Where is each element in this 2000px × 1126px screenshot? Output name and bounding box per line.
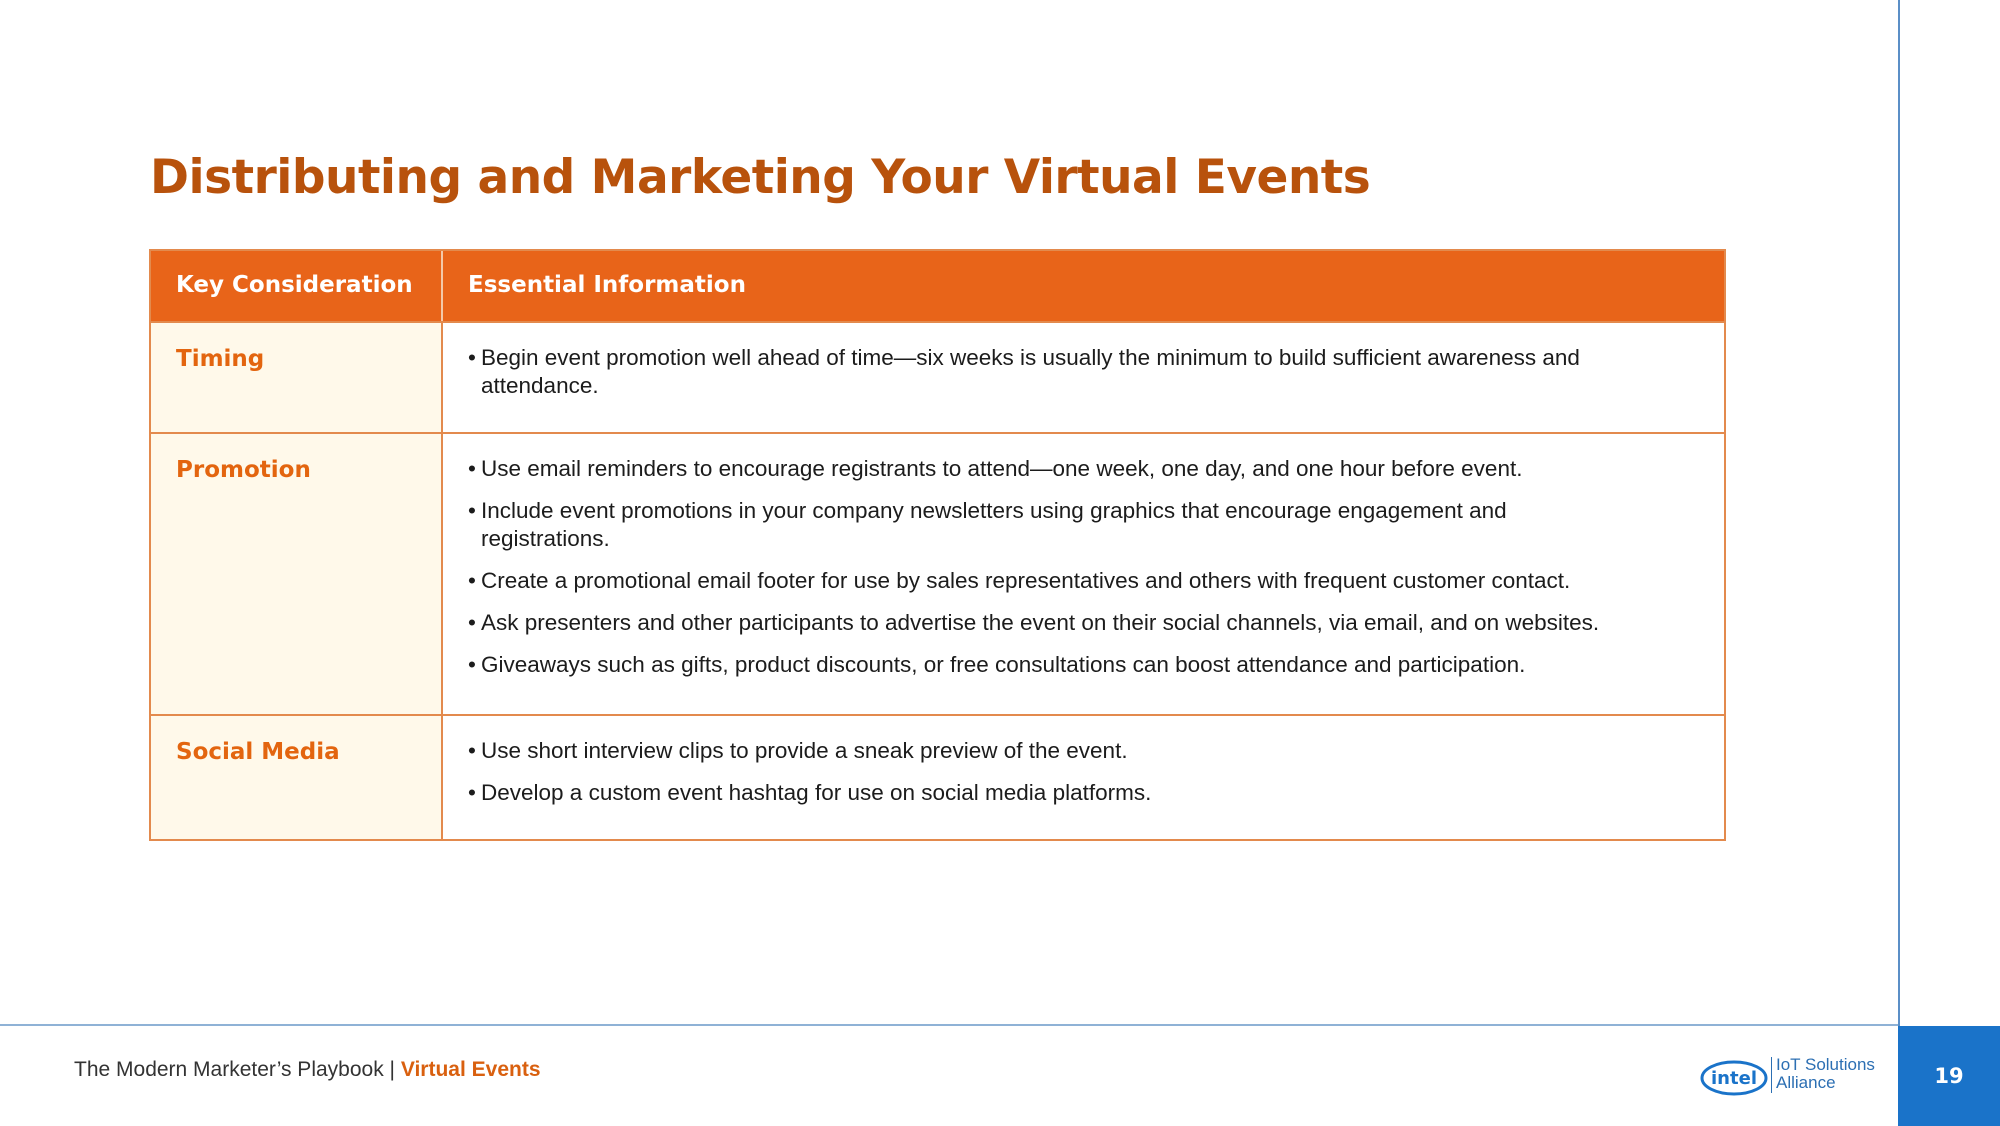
row-info [443,716,1724,839]
row-key-timing [151,323,443,432]
row-key-label: Social Media [176,739,340,765]
bullet-item: • Giveaways such as gifts, product discounts, or free consultations can boost attendance and participation. [468,651,1724,679]
row-key-label: Timing [176,346,265,372]
bullet-list [468,344,1608,400]
bullet-list [468,737,1724,807]
row-key-label: Promotion [176,457,311,483]
intel-logo-icon [1700,1054,1770,1098]
footer-publication-line [74,1058,541,1082]
page-title: Distributing and Marketing Your Virtual Events [150,150,1371,205]
right-margin-rule [1898,0,1900,1126]
table-header-row [151,251,1724,321]
bullet-item: • Use email reminders to encourage registrants to attend—one week, one day, and one hour before event. [468,455,1724,483]
bullet-item: • Begin event promotion well ahead of time—six weeks is usually the minimum to build sufficient awareness and attendance. [468,344,1608,400]
bullet-item: • Develop a custom event hashtag for use on social media platforms. [468,779,1724,807]
row-info [443,434,1724,714]
logo-brand-text [1776,1056,1875,1092]
logo-divider [1771,1057,1772,1093]
row-key-social-media [151,716,443,839]
bullet-item: • Include event promotions in your company newsletters using graphics that encourage engagement and registrations. [468,497,1608,553]
table-row [151,714,1724,839]
table-row [151,432,1724,714]
logo-line-2: Alliance [1776,1073,1836,1092]
logo-line-1: IoT Solutions [1776,1055,1875,1074]
bullet-item: • Create a promotional email footer for use by sales representatives and others with frequent customer contact. [468,567,1724,595]
row-key-promotion [151,434,443,714]
publication-name: The Modern Marketer’s Playbook [74,1058,384,1081]
logo-mark-text: intel [1711,1068,1757,1089]
considerations-table [149,249,1726,841]
intel-iot-alliance-logo [1700,1054,1875,1098]
bullet-item: • Use short interview clips to provide a sneak preview of the event. [468,737,1724,765]
bullet-item: • Ask presenters and other participants to advertise the event on their social channels, via email, and on websites. [468,609,1724,637]
page-number: 19 [1898,1026,2000,1126]
table-row [151,321,1724,432]
row-info [443,323,1724,432]
section-name: Virtual Events [400,1058,541,1081]
bullet-list [468,455,1724,679]
header-essential-information: Essential Information [468,272,746,298]
footer-rule [0,1024,1898,1026]
header-key-consideration: Key Consideration [151,251,443,321]
footer-separator: | [383,1058,401,1081]
